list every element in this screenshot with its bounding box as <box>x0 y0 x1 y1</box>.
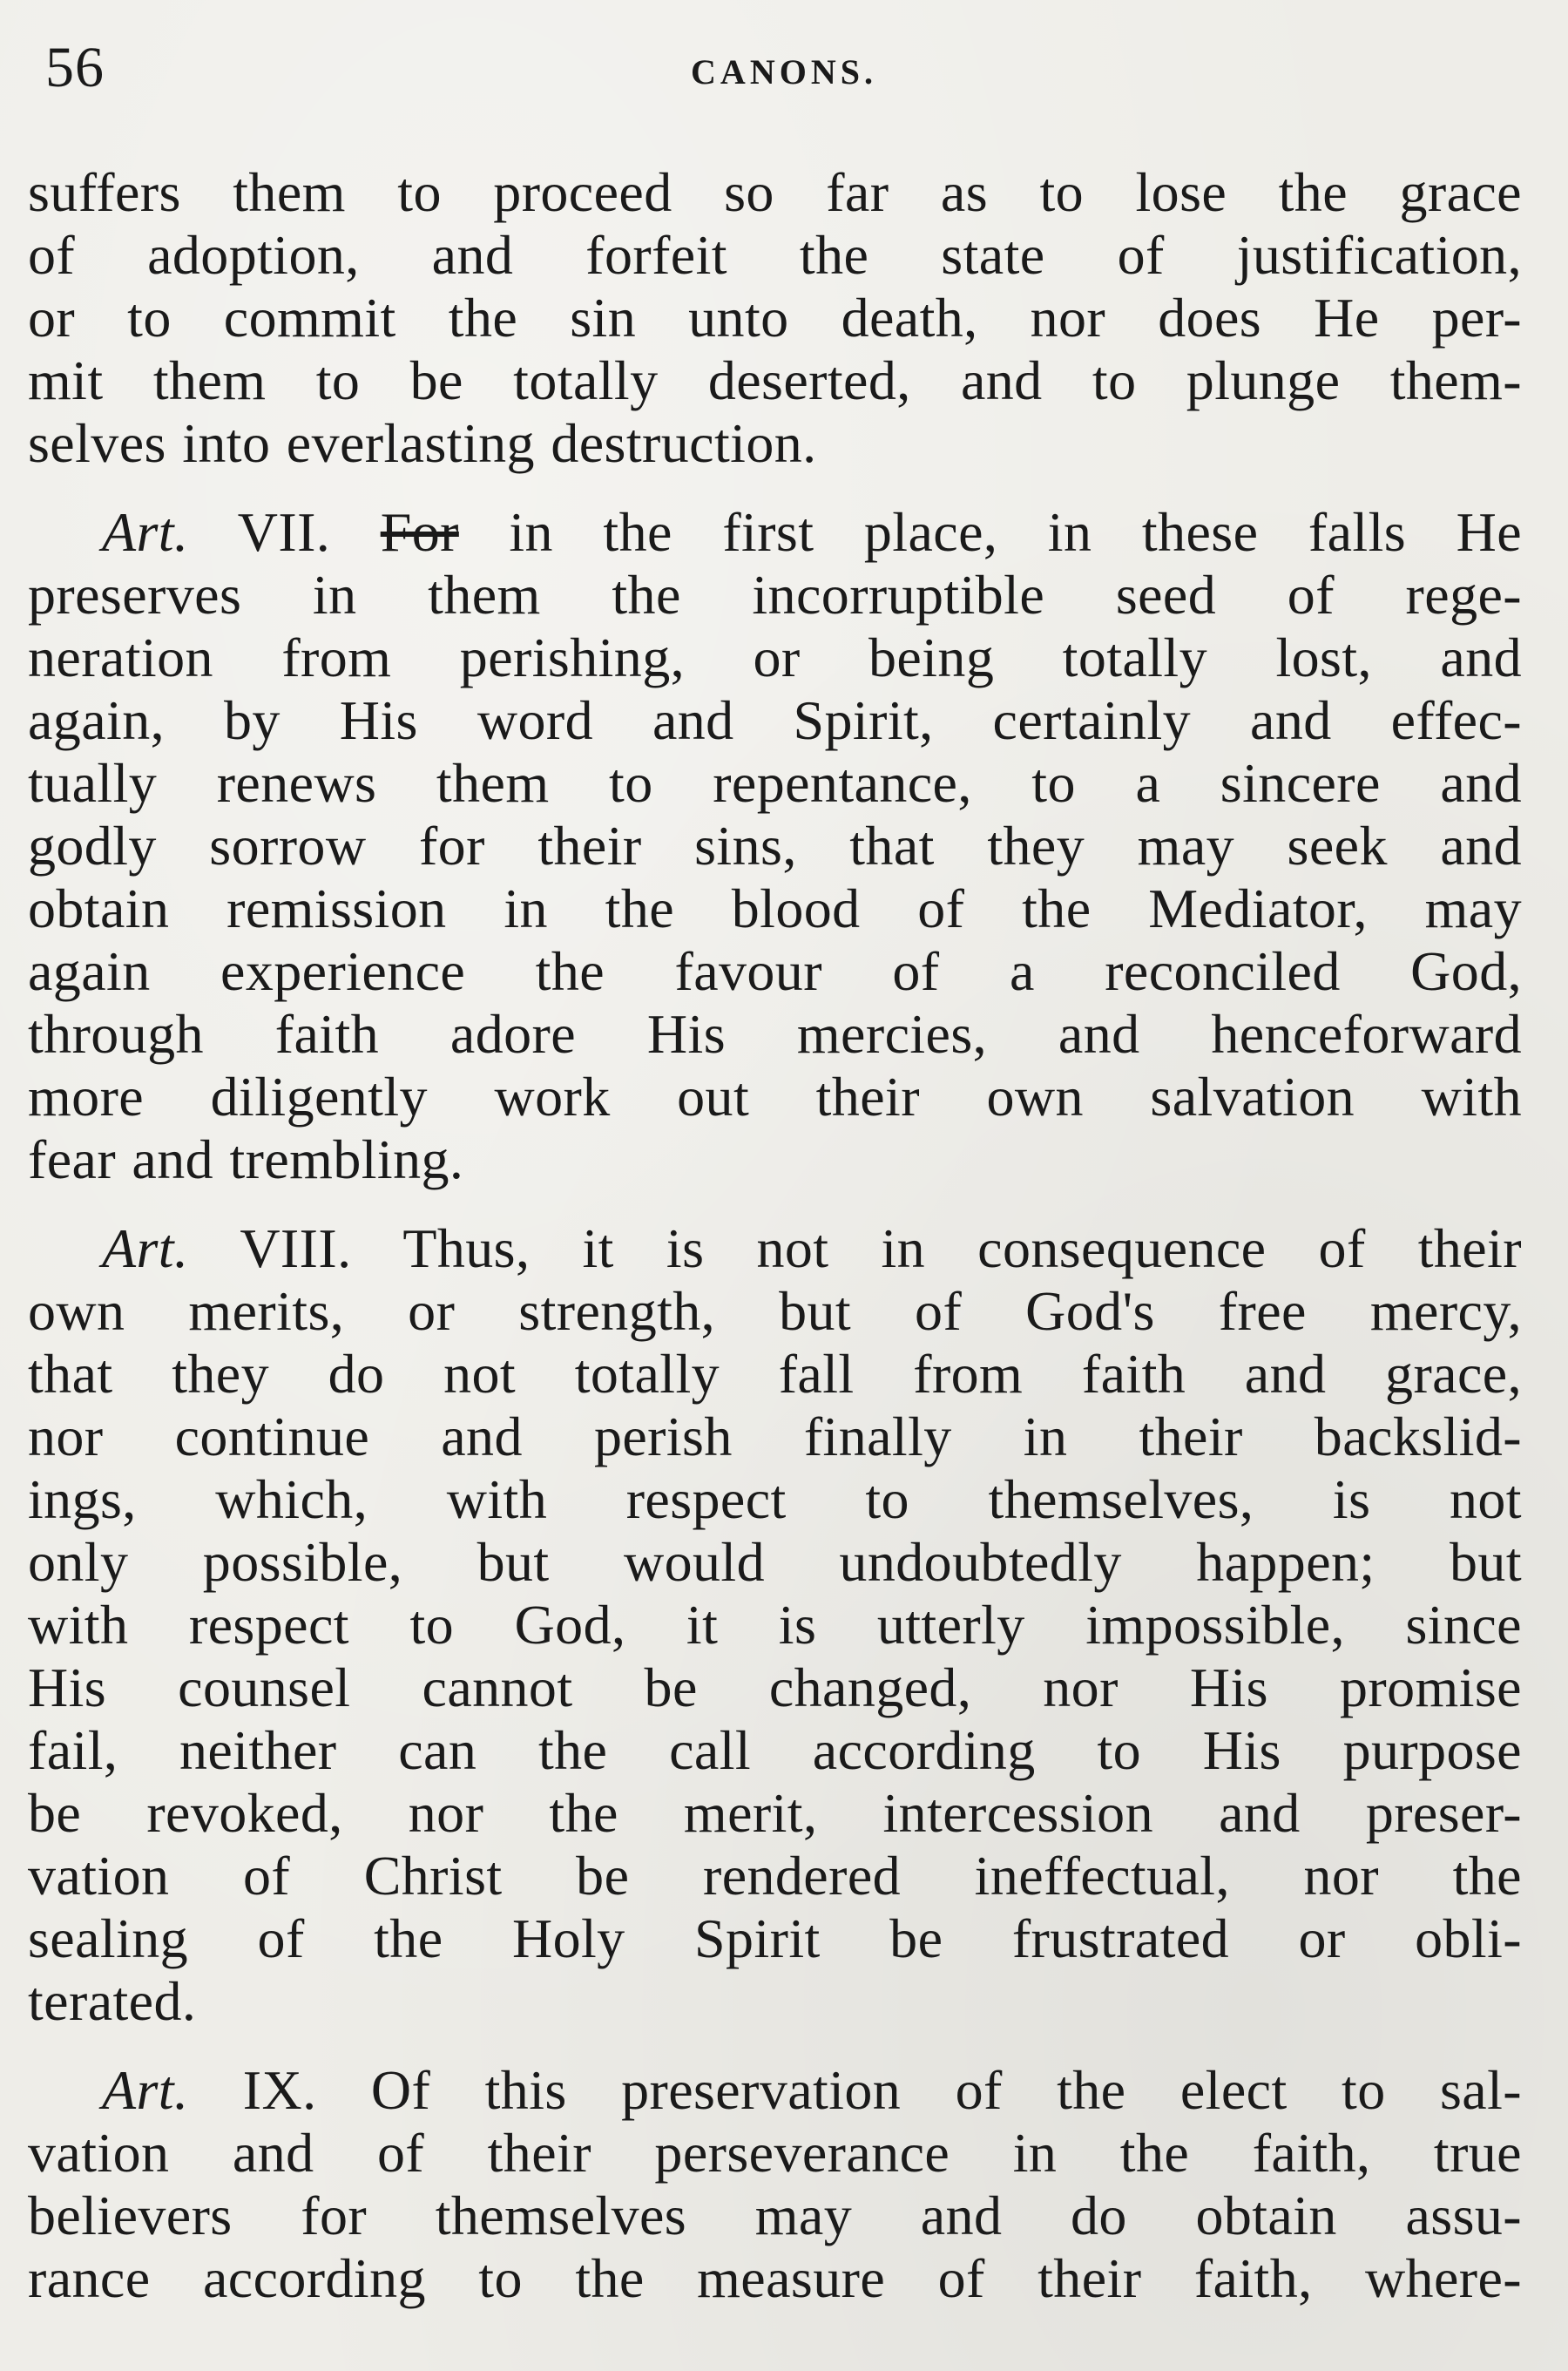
text-line: believers for themselves may and do obtain assu- <box>28 2185 1522 2246</box>
text-line: sealing of the Holy Spirit be frustrated or obli- <box>28 1907 1522 1969</box>
article-heading-line <box>28 501 1522 564</box>
text-line: again, by His word and Spirit, certainly and effec- <box>28 689 1522 751</box>
text-line: only possible, but would undoubtedly happen; but <box>28 1531 1522 1593</box>
text-line: suffers them to proceed so far as to lose the grace <box>28 161 1522 223</box>
text-line: be revoked, nor the merit, intercession and preser- <box>28 1782 1522 1844</box>
article-first-line: in the first place, in these falls He <box>509 501 1523 563</box>
text-line: vation of Christ be rendered ineffectual, nor the <box>28 1845 1522 1907</box>
text-line: fear and trembling. <box>28 1128 464 1190</box>
running-head <box>0 33 1568 103</box>
text-line: that they do not totally fall from faith and grace, <box>28 1343 1522 1405</box>
paragraph-continuation <box>28 161 1522 475</box>
text-line: selves into everlasting destruction. <box>28 412 817 474</box>
article-vii <box>28 501 1522 1191</box>
text-line: nor continue and perish finally in their backslid- <box>28 1406 1522 1467</box>
text-line: neration from perishing, or being totally lost, and <box>28 627 1522 688</box>
article-heading-line <box>28 1217 1522 1280</box>
article-label: Art. <box>102 1217 189 1279</box>
text-line: tually renews them to repentance, to a sincere and <box>28 752 1522 814</box>
page-number: 56 <box>45 36 105 99</box>
article-viii <box>28 1217 1522 2033</box>
article-first-line: Thus, it is not in consequence of their <box>402 1217 1523 1279</box>
text-line: ings, which, with respect to themselves, is not <box>28 1468 1522 1530</box>
article-label: Art. <box>102 501 189 563</box>
article-number: VII. <box>237 501 331 563</box>
text-line: or to commit the sin unto death, nor does He per- <box>28 287 1522 349</box>
text-line: with respect to God, it is utterly impossible, since <box>28 1594 1522 1656</box>
text-line: mit them to be totally deserted, and to plunge them- <box>28 349 1522 411</box>
text-line: His counsel cannot be changed, nor His promise <box>28 1656 1522 1718</box>
text-line: obtain remission in the blood of the Mediator, may <box>28 877 1522 939</box>
text-line: again experience the favour of a reconciled God, <box>28 940 1522 1002</box>
text-line: vation and of their perseverance in the faith, true <box>28 2122 1522 2184</box>
article-label: Art. <box>102 2059 189 2121</box>
text-line: of adoption, and forfeit the state of justification, <box>28 224 1522 286</box>
article-number: VIII. <box>240 1217 352 1279</box>
text-line: fail, neither can the call according to His purpose <box>28 1719 1522 1781</box>
text-line: more diligently work out their own salvation with <box>28 1066 1522 1128</box>
article-number: IX. <box>242 2059 317 2121</box>
running-title: CANONS. <box>691 52 877 91</box>
text-line: own merits, or strength, but of God's free mercy, <box>28 1280 1522 1342</box>
article-first-line: Of this preservation of the elect to sal- <box>370 2059 1522 2121</box>
text-line: through faith adore His mercies, and henceforward <box>28 1003 1522 1065</box>
text-line: terated. <box>28 1970 197 2032</box>
text-line: godly sorrow for their sins, that they may seek and <box>28 815 1522 877</box>
article-ix <box>28 2059 1522 2310</box>
text-line: preserves in them the incorruptible seed of rege- <box>28 564 1522 626</box>
text-line: rance according to the measure of their faith, where- <box>28 2247 1522 2309</box>
article-heading-line <box>28 2059 1522 2122</box>
struck-word: For <box>380 501 459 563</box>
body-text <box>28 161 1522 2310</box>
